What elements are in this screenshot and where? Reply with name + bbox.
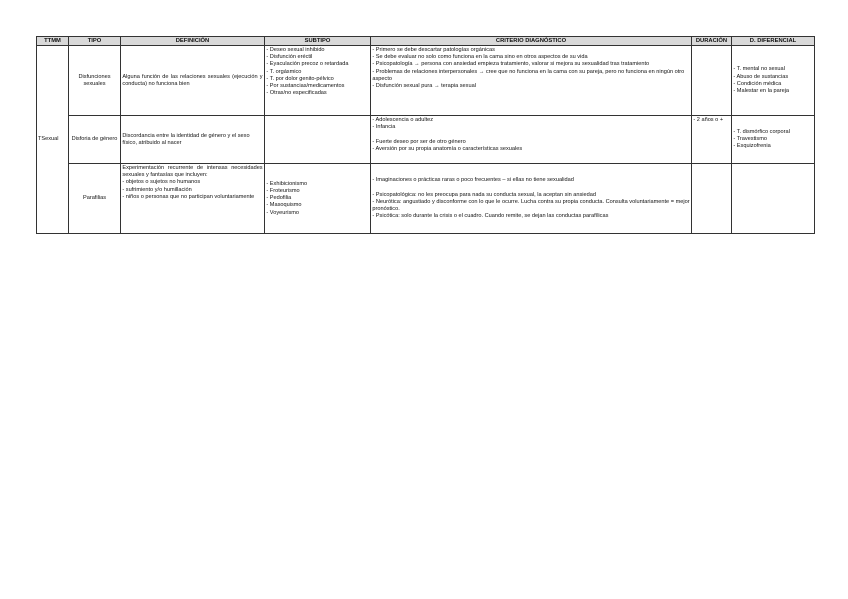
list-item: - Se debe evaluar no solo como funciona en la cama sino en otros aspectos de su vida (372, 54, 588, 61)
list-item: - Primero se debe descartar patologías orgánicas (372, 46, 495, 53)
list-item: - Psicopatología → persona con ansiedad empieza tratamiento, valorar si mejora su sexualidad tras tratamiento (372, 61, 650, 68)
ttmm-cell: TSexual (37, 46, 69, 234)
list-item: - Exhibicionismo (266, 180, 308, 187)
list-item: - objetos o sujetos no humanos (122, 179, 201, 186)
list-item: - sufrimiento y/o humillación (122, 186, 192, 193)
header-ttmm: TTMM (37, 37, 69, 46)
list-item: - Froteurismo (266, 188, 300, 195)
list-item: - Psicopatológica: no les preocupa para nada su conducta sexual, la aceptan sin ansiedad (372, 191, 596, 198)
header-tipo: TIPO (69, 37, 121, 46)
list-item: - Pedofilia (266, 195, 292, 202)
spacer (372, 184, 689, 191)
header-diferencial: D. DIFERENCIAL (732, 37, 815, 46)
tipo-disfunciones: Disfunciones sexuales (69, 46, 121, 116)
list-item: - Condición médica (733, 80, 782, 87)
tipo-disforia: Disforia de género (69, 116, 121, 164)
diagnostic-table (36, 36, 815, 234)
subtipo-disforia (265, 116, 371, 164)
list-item: - Neurótica: angustiado y disconforme con lo que le ocurre. Lucha contra su propia conducta. Consulta voluntariamente = mejor pronóstico. (372, 198, 690, 213)
list-item: - Psicótica: solo durante la crisis o el cuadro. Cuando remite, se dejan las conductas parafílicas (372, 213, 609, 220)
header-definicion: DEFINICIÓN (121, 37, 265, 46)
definition-intro: Experimentación recurrente de intensas necesidades sexuales y fantasías que incluyen: (122, 164, 263, 179)
list-item: - Masoquismo (266, 202, 302, 209)
criterio-parafilias (371, 164, 692, 234)
duracion-parafilias (692, 164, 732, 234)
criterio-disforia (371, 116, 692, 164)
definicion-disfunciones: Alguna función de las relaciones sexuales (ejecución y conducta) no funciona bien (121, 46, 265, 116)
list-item: - Deseo sexual inhibido (266, 46, 325, 53)
definicion-parafilias (121, 164, 265, 234)
subtipo-parafilias (265, 164, 371, 234)
list-item: - niños o personas que no participan voluntariamente (122, 193, 255, 200)
tipo-parafilias: Parafilias (69, 164, 121, 234)
header-duracion: DURACIÓN (692, 37, 732, 46)
list-item: - T. dismórfico corporal (733, 129, 790, 136)
list-item: - Otras/no especificadas (266, 90, 327, 97)
list-item: - T. orgásmico (266, 68, 302, 75)
criterio-disfunciones (371, 46, 692, 116)
duracion-disfunciones (692, 46, 732, 116)
list-item: - T. mental no sexual (733, 66, 785, 73)
list-item: - Imaginaciones o prácticas raras o poco frecuentes – si ellas no tiene sexualidad (372, 177, 574, 184)
list-item: - Disfunción sexual pura → terapia sexual (372, 83, 476, 89)
definicion-disforia: Discordancia entre la identidad de género y el sexo físico, atribuido al nacer (121, 116, 265, 164)
header-subtipo: SUBTIPO (265, 37, 371, 46)
header-criterio: CRITERIO DIAGNÓSTICO (371, 37, 692, 46)
diferencial-disfunciones (732, 46, 815, 116)
list-item: - Adolescencia o adultez (372, 116, 434, 123)
list-item: - Voyeurismo (266, 209, 300, 216)
list-item: - Infancia (372, 124, 396, 131)
duracion-disforia: - 2 años o + (692, 116, 732, 164)
list-item: - Aversión por su propia anatomía o características sexuales (372, 145, 523, 152)
header-row (37, 37, 815, 46)
table-row-disfunciones (37, 46, 815, 116)
diferencial-parafilias (732, 164, 815, 234)
list-item: - Problemas de relaciones interpersonales → cree que no funciona en la cama con su pareja, pero no funciona en ningún otro aspecto (372, 68, 685, 82)
list-item: - Malestar en la pareja (733, 88, 790, 95)
table-row-parafilias (37, 164, 815, 234)
list-item: - Esquizofrenia (733, 143, 771, 150)
list-item: - Abuso de sustancias (733, 73, 789, 80)
list-item: - Travestismo (733, 136, 767, 143)
subtipo-disfunciones (265, 46, 371, 116)
spacer (372, 131, 689, 138)
diferencial-disforia (732, 116, 815, 164)
list-item: - T. por dolor genito-pélvico (266, 75, 334, 82)
table-row-disforia (37, 116, 815, 164)
list-item: - Disfunción eréctil (266, 54, 313, 61)
list-item: - Por sustancias/medicamentos (266, 83, 345, 89)
list-item: - Eyaculación precoz o retardada (266, 61, 349, 68)
list-item: - Fuerte deseo por ser de otro género (372, 138, 466, 145)
